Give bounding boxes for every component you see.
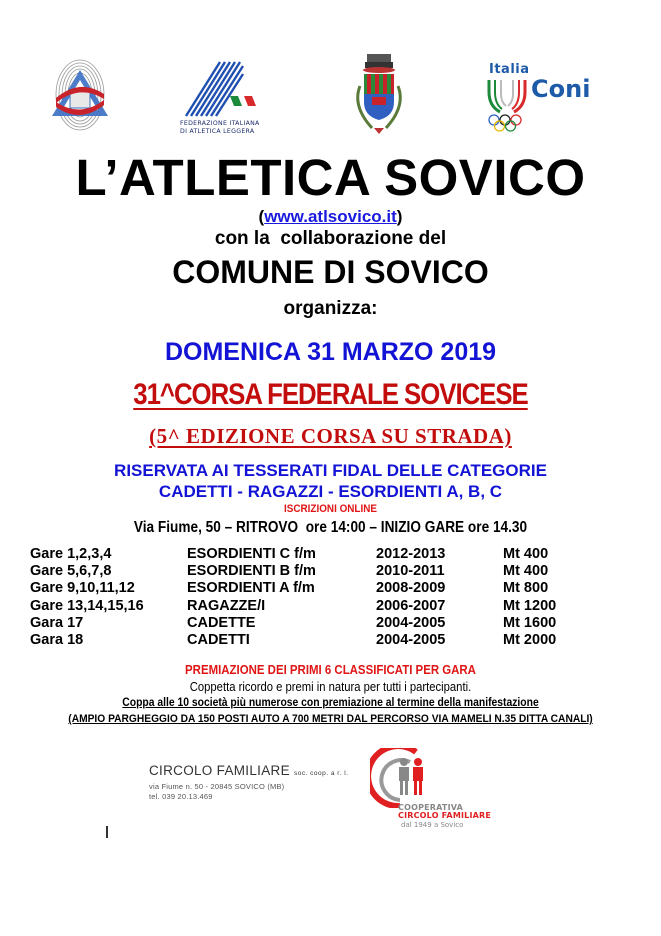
race-distance: Mt 2000 — [503, 632, 557, 649]
fidal-logo — [180, 58, 270, 134]
coni-shield-rings-icon — [486, 78, 531, 134]
coni-logo — [486, 62, 596, 134]
sponsor-phone: tel. 039 20.13.469 — [149, 792, 213, 801]
sponsor-name-text: CIRCOLO FAMILIARE — [149, 763, 290, 778]
race-category: RAGAZZE/I — [187, 597, 266, 614]
race-years: 2006-2007 — [376, 597, 446, 614]
parking-info — [23, 712, 638, 726]
cooperativa-logo — [370, 748, 530, 838]
cooperativa-people-icon — [370, 748, 440, 808]
race-distance: Mt 1600 — [503, 614, 557, 631]
awards-coppetta: Coppetta ricordo e premi in natura per tutti i partecipanti. — [189, 680, 472, 694]
race-category: ESORDIENTI A f/m — [187, 580, 315, 597]
race-years: 2004-2005 — [376, 632, 446, 649]
page-title: L’ATLETICA SOVICO — [75, 149, 586, 206]
fidal-caption-line2: DI ATLETICA LEGGERA — [180, 127, 255, 135]
awards-team-cup — [33, 696, 628, 710]
race-years: 2010-2011 — [376, 563, 445, 580]
text-cursor — [106, 826, 108, 838]
cooperativa-name: CIRCOLO FAMILIARE — [398, 811, 492, 820]
race-category: CADETTE — [187, 614, 256, 631]
meeting-info: Via Fiume, 50 – RITROVO ore 14:00 – INIZIO GARE ore 14.30 — [133, 519, 528, 536]
table-row — [30, 598, 583, 615]
organizza-line: organizza: — [283, 298, 378, 319]
cooperativa-since: dal 1949 a Sovico — [401, 821, 464, 829]
crest-icon — [348, 52, 410, 136]
table-row — [30, 632, 583, 649]
atletica-sovico-emblem-icon — [44, 58, 116, 132]
event-edition — [0, 423, 661, 449]
website-link[interactable]: www.atlsovico.it — [264, 207, 397, 226]
fidal-caption — [180, 120, 270, 135]
race-years: 2004-2005 — [376, 614, 446, 631]
coni-wordmark: Coni — [531, 75, 591, 103]
fidal-emblem-icon — [180, 58, 270, 118]
race-category: ESORDIENTI B f/m — [187, 563, 316, 580]
sponsor-info — [149, 763, 369, 802]
awards-heading: PREMIAZIONE DEI PRIMI 6 CLASSIFICATI PER GARA — [185, 662, 476, 677]
race-years: 2012-2013 — [376, 546, 446, 563]
table-row — [30, 615, 583, 632]
race-numbers: Gara 17 — [30, 614, 84, 631]
registration-online: ISCRIZIONI ONLINE — [284, 503, 377, 515]
table-row — [30, 580, 583, 597]
race-distance: Mt 800 — [503, 580, 549, 597]
race-numbers: Gare 13,14,15,16 — [30, 597, 144, 614]
table-row — [30, 546, 583, 563]
race-distance: Mt 400 — [503, 563, 549, 580]
race-years: 2008-2009 — [376, 580, 446, 597]
website-line — [0, 207, 661, 227]
race-numbers: Gare 5,6,7,8 — [30, 563, 112, 580]
fidal-caption-line1: FEDERAZIONE ITALIANA — [180, 120, 260, 127]
race-distance: Mt 1200 — [503, 597, 557, 614]
cooperativa-label: COOPERATIVA — [398, 803, 464, 812]
paren-open: ( — [258, 207, 265, 226]
eligibility-line-1: RISERVATA AI TESSERATI FIDAL DELLE CATEGORIE — [114, 461, 547, 480]
eligibility-line-2: CADETTI - RAGAZZI - ESORDIENTI A, B, C — [158, 482, 503, 501]
event-date: DOMENICA 31 MARZO 2019 — [164, 338, 497, 366]
parking-info-text: (AMPIO PARGHEGGIO DA 150 POSTI AUTO A 700 METRI DAL PERCORSO VIA MAMELI N.35 DITTA CANALI) — [68, 713, 593, 725]
atletica-sovico-logo — [44, 58, 116, 132]
sponsor-name-suffix: soc. coop. a r. l. — [293, 770, 349, 777]
paren-close: ) — [396, 207, 403, 226]
awards-team-cup-text: Coppa alle 10 società più numerose con premiazione al termine della manifestazione — [122, 697, 539, 709]
comune-heading: COMUNE DI SOVICO — [172, 254, 489, 290]
race-category: CADETTI — [187, 632, 250, 649]
sponsor-name — [149, 763, 369, 782]
comune-sovico-crest — [348, 52, 410, 136]
race-numbers: Gara 18 — [30, 632, 84, 649]
sponsor-address: via Fiume n. 50 - 20845 SOVICO (MB) — [149, 782, 285, 791]
race-distance: Mt 400 — [503, 546, 549, 563]
event-title-text: 31^CORSA FEDERALE SOVICESE — [133, 378, 528, 411]
collaboration-line: con la collaborazione del — [214, 228, 447, 249]
event-title — [46, 377, 614, 413]
event-edition-text: (5^ EDIZIONE CORSA SU STRADA) — [149, 424, 512, 448]
table-row — [30, 563, 583, 580]
race-category: ESORDIENTI C f/m — [187, 546, 316, 563]
races-table — [30, 546, 583, 649]
race-numbers: Gare 1,2,3,4 — [30, 546, 112, 563]
race-numbers: Gare 9,10,11,12 — [30, 580, 135, 597]
coni-italia-label: Italia — [489, 62, 530, 77]
